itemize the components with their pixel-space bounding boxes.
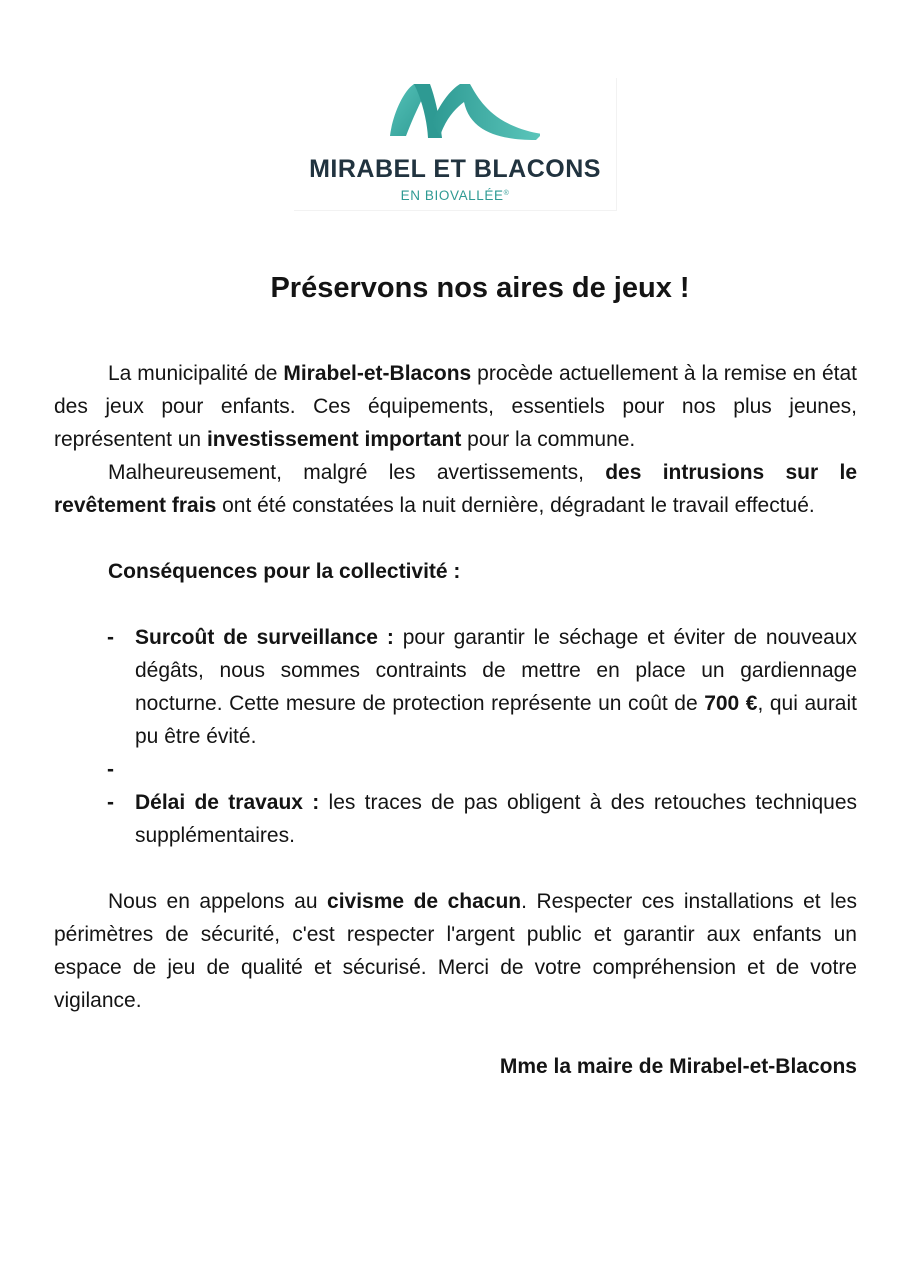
- bullet-dash: -: [107, 758, 114, 781]
- text: pour la commune.: [461, 428, 636, 451]
- bold-text: investissement important: [206, 428, 462, 451]
- logo-name: MIRABEL ET BLACONS: [309, 155, 601, 183]
- text: pour garantir le séchage et éviter de nouveaux dégâts, nous sommes contraints de mettre en place un gardiennage nocturne. Cette mesure de protection représente un coût de: [135, 626, 857, 715]
- section-title: Conséquences pour la collectivité :: [108, 560, 461, 583]
- paragraph-appeal: [54, 885, 857, 1017]
- text: Nous en appelons au: [108, 890, 328, 913]
- list-item: [107, 786, 857, 852]
- paragraph-intro: [54, 357, 857, 456]
- bold-text: des intrusions sur le revêtement frais: [54, 461, 857, 517]
- mountain-m-icon: [380, 78, 540, 152]
- signature: Mme la maire de Mirabel-et-Blacons: [499, 1055, 857, 1078]
- text: les traces de pas obligent à des retouches techniques supplémentaires.: [135, 791, 857, 847]
- text: , qui aurait pu être évité.: [135, 692, 857, 748]
- text: La municipalité de: [108, 362, 284, 385]
- bold-text: civisme de chacun: [327, 890, 522, 913]
- text: . Respecter ces installations et les périmètres de sécurité, c'est respecter l'argent public et garantir aux enfants un espace de jeu de qualité et sécurisé. Merci de votre compréhension et de votre vigilance.: [54, 890, 857, 1012]
- bullet-dash: -: [107, 791, 114, 814]
- logo-subtitle-text: EN BIOVALLÉE: [400, 188, 504, 203]
- list-item: [107, 621, 857, 753]
- logo-subtitle: [294, 188, 616, 203]
- trademark-symbol: ®: [503, 190, 510, 197]
- bold-text: Délai de travaux :: [135, 791, 320, 814]
- paragraph-incident: [54, 456, 857, 522]
- text: ont été constatées la nuit dernière, dégradant le travail effectué.: [216, 494, 815, 517]
- list-item-empty: [107, 753, 857, 786]
- text: procède actuellement à la remise en état des jeux pour enfants. Ces équipements, essentiels pour nos plus jeunes, représentent un: [54, 362, 858, 451]
- document-body: [54, 357, 857, 1083]
- bold-text: Surcoût de surveillance :: [135, 626, 394, 649]
- bullet-dash: -: [107, 626, 114, 649]
- text: Malheureusement, malgré les avertissements,: [108, 461, 606, 484]
- bold-text: 700 €: [704, 692, 758, 715]
- logo: [294, 78, 617, 211]
- bold-text: Mirabel-et-Blacons: [283, 362, 472, 385]
- consequences-list: [54, 621, 857, 852]
- page-title: Préservons nos aires de jeux !: [270, 272, 690, 304]
